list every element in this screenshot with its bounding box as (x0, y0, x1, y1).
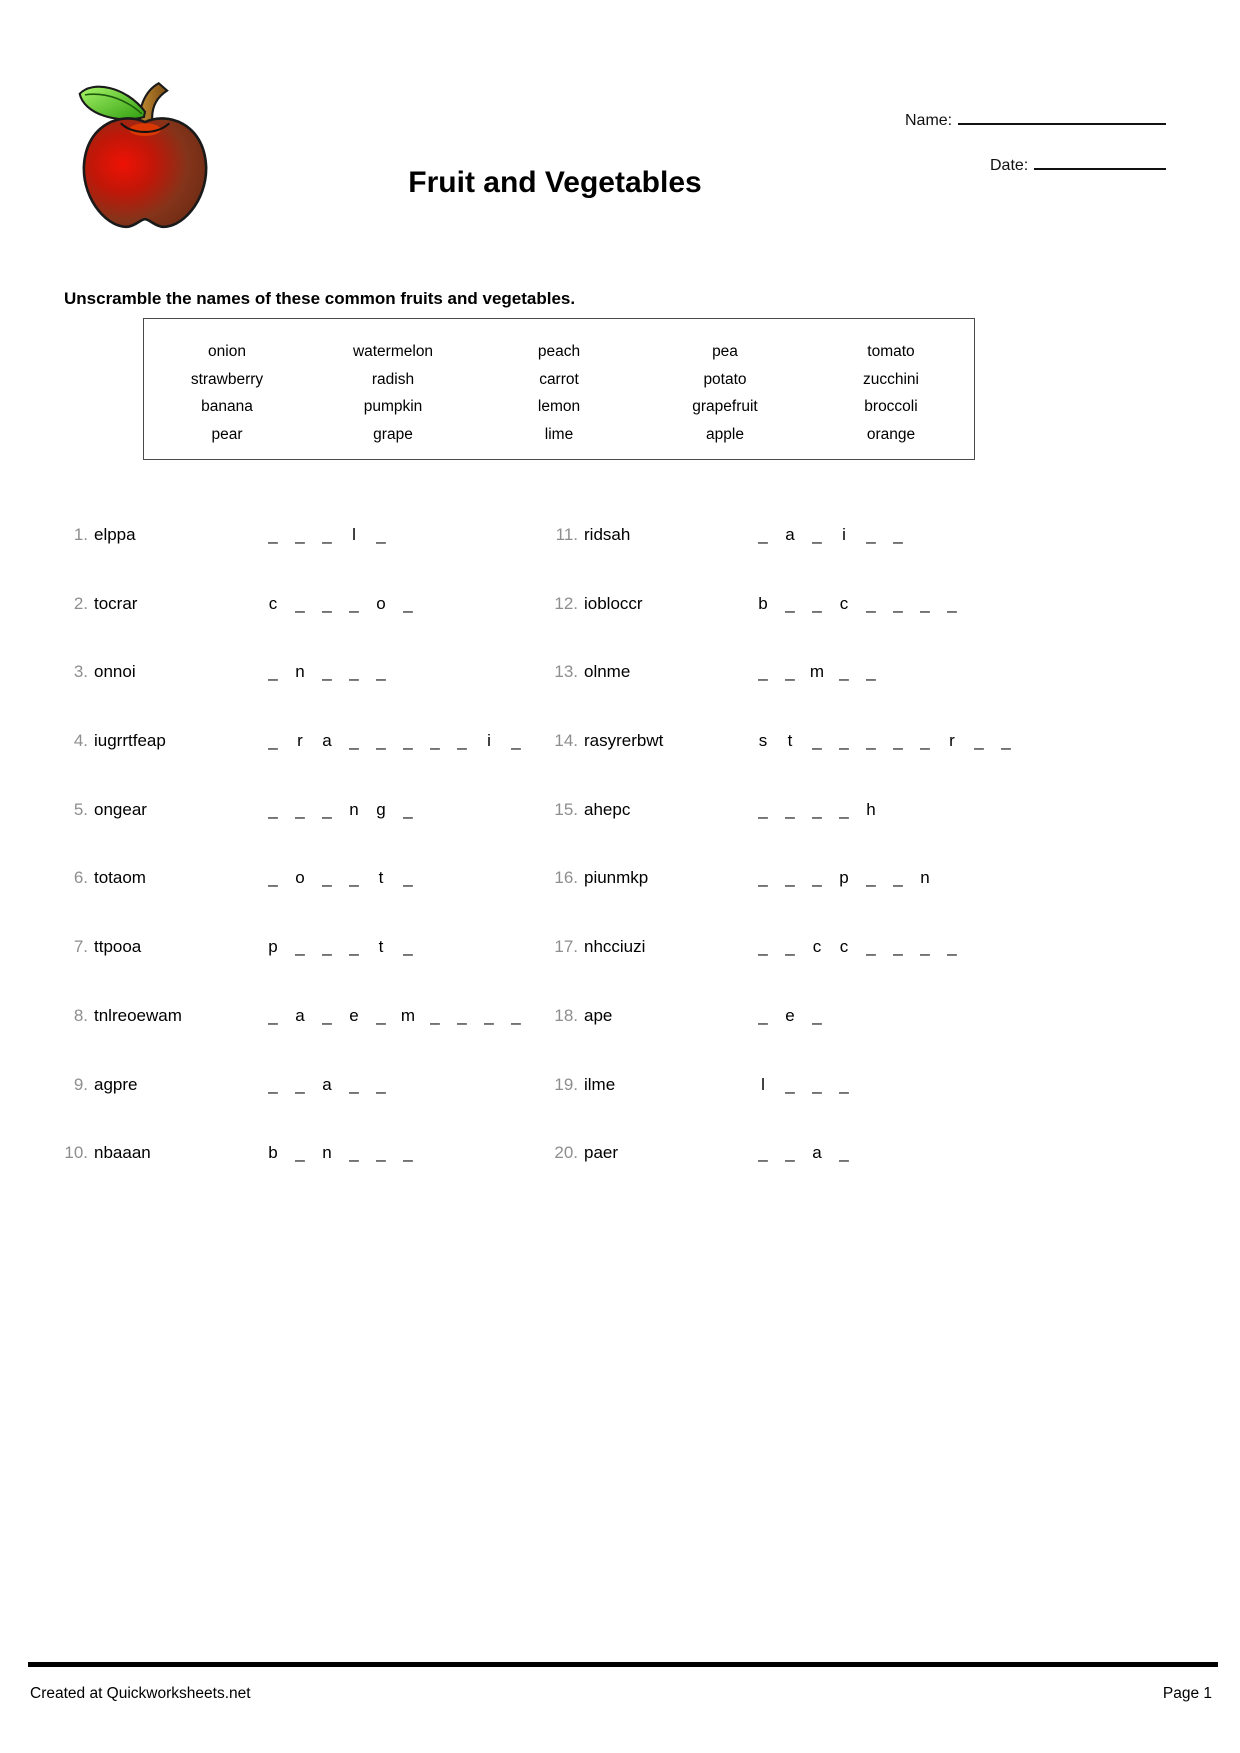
puzzle-item (58, 984, 553, 1053)
blank-cell: _ (349, 662, 359, 682)
word-bank-word: watermelon (352, 343, 434, 360)
puzzle-item (58, 709, 553, 778)
blank-cell: _ (376, 731, 386, 751)
blank-cell: _ (785, 799, 795, 819)
puzzle-item (58, 778, 553, 847)
puzzle-item (548, 503, 1043, 572)
blank-cell: _ (947, 937, 957, 957)
blank-cell: _ (376, 1074, 386, 1094)
blank-cell: _ (839, 662, 849, 682)
date-label: Date: (990, 157, 1029, 174)
blank-cell: _ (758, 1143, 768, 1163)
hint-letter: r (949, 731, 955, 751)
scrambled-word: rasyrerbwt (584, 731, 664, 751)
scrambled-word: tocrar (94, 593, 138, 613)
scrambled-word: olnme (584, 662, 631, 682)
hint-letter: c (812, 937, 822, 957)
item-number: 16. (554, 868, 578, 888)
hint-letter: p (268, 937, 278, 957)
blank-cell: _ (322, 662, 332, 682)
blank-cell: _ (349, 1074, 359, 1094)
hint-letter: c (839, 937, 849, 957)
blank-cell: _ (268, 731, 278, 751)
scrambled-word: elppa (94, 525, 136, 544)
footer-divider (28, 1662, 1218, 1667)
puzzle-item (548, 709, 1043, 778)
blank-cell: _ (295, 799, 305, 819)
scrambled-word: paer (584, 1143, 619, 1163)
answer-blanks[interactable] (265, 1143, 427, 1163)
hint-letter: b (268, 1143, 278, 1163)
blank-cell: _ (812, 799, 822, 819)
puzzle-item (548, 846, 1043, 915)
hint-letter: c (839, 593, 849, 613)
hint-letter: i (487, 731, 491, 751)
word-bank-word: onion (208, 343, 246, 360)
blank-cell: _ (268, 1005, 278, 1025)
item-number: 17. (554, 937, 578, 957)
puzzle-item (58, 572, 553, 641)
blank-cell: _ (866, 593, 876, 613)
scrambled-word: ongear (94, 799, 147, 819)
word-bank-word: grape (373, 425, 413, 443)
answer-blanks[interactable] (755, 868, 944, 888)
puzzle-item (58, 846, 553, 915)
scrambled-word: ttpooa (94, 937, 142, 957)
blank-cell: _ (785, 662, 795, 682)
word-bank-box (143, 318, 975, 460)
blank-cell: _ (920, 731, 930, 751)
word-bank-word: peach (537, 343, 581, 360)
blank-cell: _ (812, 1074, 822, 1094)
blank-cell: _ (403, 868, 413, 888)
puzzle-item (58, 503, 553, 572)
hint-letter: a (812, 1143, 822, 1163)
answer-blanks[interactable] (755, 1006, 836, 1026)
blank-cell: _ (893, 593, 903, 613)
word-bank-word: grapefruit (692, 398, 758, 415)
footer-page-number: Page 1 (1162, 1685, 1212, 1702)
scrambled-word: iobloccr (584, 593, 643, 613)
puzzle-list-left (58, 503, 553, 1190)
blank-cell: _ (376, 1005, 386, 1025)
scrambled-word: tnlreoewam (94, 1005, 182, 1025)
blank-cell: _ (920, 593, 930, 613)
answer-blanks[interactable] (755, 731, 1025, 751)
blank-cell: _ (268, 662, 278, 682)
answer-blanks[interactable] (755, 937, 971, 957)
hint-letter: r (297, 731, 303, 751)
hint-letter: o (295, 868, 305, 888)
blank-cell: _ (268, 799, 278, 819)
blank-cell: _ (758, 662, 768, 682)
answer-blanks[interactable] (265, 1006, 535, 1026)
item-number: 3. (73, 662, 88, 682)
blank-cell: _ (376, 662, 386, 682)
blank-cell: _ (403, 593, 413, 613)
hint-letter: t (378, 868, 384, 888)
answer-blanks[interactable] (755, 800, 890, 820)
blank-cell: _ (484, 1005, 494, 1025)
blank-cell: _ (758, 937, 768, 957)
blank-cell: _ (349, 1143, 359, 1163)
hint-letter: n (920, 868, 930, 888)
hint-letter: g (376, 799, 386, 819)
scrambled-word: iugrrtfeap (94, 731, 166, 751)
blank-cell: _ (295, 937, 305, 957)
scrambled-word: agpre (94, 1074, 138, 1094)
puzzle-item (548, 778, 1043, 847)
puzzle-item (548, 984, 1043, 1053)
blank-cell: _ (812, 731, 822, 751)
blank-cell: _ (839, 1143, 849, 1163)
blank-cell: _ (758, 1005, 768, 1025)
answer-blanks[interactable] (265, 594, 427, 614)
hint-letter: e (349, 1005, 359, 1025)
word-bank-word: pear (211, 425, 243, 443)
blank-cell: _ (947, 593, 957, 613)
word-bank-word: strawberry (190, 370, 264, 388)
blank-cell: _ (322, 799, 332, 819)
item-number: 13. (554, 662, 578, 682)
answer-blanks[interactable] (265, 731, 535, 751)
blank-cell: _ (758, 799, 768, 819)
blank-cell: _ (511, 1005, 521, 1025)
blank-cell: _ (268, 868, 278, 888)
word-bank-word: lime (544, 425, 574, 443)
word-bank-word: carrot (539, 370, 579, 388)
answer-blanks[interactable] (265, 868, 427, 888)
item-number: 9. (73, 1074, 88, 1094)
scrambled-word: ape (584, 1005, 613, 1025)
blank-cell: _ (785, 1074, 795, 1094)
item-number: 12. (554, 593, 578, 613)
hint-letter: l (761, 1074, 765, 1094)
word-bank-word: lemon (537, 398, 581, 415)
hint-letter: c (268, 593, 278, 613)
blank-cell: _ (349, 868, 359, 888)
blank-cell: _ (268, 1074, 278, 1094)
word-bank-word: tomato (867, 343, 915, 360)
scrambled-word: ilme (584, 1074, 616, 1094)
blank-cell: _ (920, 937, 930, 957)
puzzle-item (548, 640, 1043, 709)
blank-cell: _ (974, 731, 984, 751)
page-title: Fruit and Vegetables (408, 166, 702, 200)
instruction-text: Unscramble the names of these common fruits and vegetables. (64, 289, 576, 308)
answer-blanks[interactable] (755, 1075, 863, 1095)
answer-blanks[interactable] (755, 594, 971, 614)
hint-letter: n (322, 1143, 332, 1163)
blank-cell: _ (403, 799, 413, 819)
item-number: 8. (73, 1005, 88, 1025)
blank-cell: _ (349, 593, 359, 613)
hint-letter: e (785, 1005, 795, 1025)
hint-letter: a (322, 1074, 332, 1094)
blank-cell: _ (866, 525, 876, 544)
item-number: 14. (554, 731, 578, 751)
blank-cell: _ (430, 1005, 440, 1025)
item-number: 10. (64, 1143, 88, 1163)
blank-cell: _ (430, 731, 440, 751)
blank-cell: _ (376, 525, 386, 544)
hint-letter: p (839, 868, 849, 888)
hint-letter: t (378, 937, 384, 957)
item-number: 15. (554, 799, 578, 819)
blank-cell: _ (295, 525, 305, 544)
name-row (905, 108, 1166, 130)
blank-cell: _ (295, 1143, 305, 1163)
blank-cell: _ (785, 1143, 795, 1163)
word-bank-word: apple (706, 425, 744, 443)
item-number: 20. (554, 1143, 578, 1163)
blank-cell: _ (785, 593, 795, 613)
blank-cell: _ (322, 937, 332, 957)
date-row (990, 153, 1166, 175)
blank-cell: _ (403, 731, 413, 751)
puzzle-item (58, 1121, 553, 1190)
blank-cell: _ (812, 593, 822, 613)
answer-blanks[interactable] (265, 1075, 400, 1095)
blank-cell: _ (758, 525, 768, 544)
hint-letter: s (758, 731, 768, 751)
blank-cell: _ (403, 1143, 413, 1163)
item-number: 5. (73, 799, 88, 819)
hint-letter: m (809, 662, 825, 682)
hint-letter: b (758, 593, 768, 613)
blank-cell: _ (322, 593, 332, 613)
scrambled-word: onnoi (94, 662, 136, 682)
blank-cell: _ (839, 731, 849, 751)
word-bank-word: banana (201, 398, 253, 415)
hint-letter: h (866, 799, 876, 819)
puzzle-item (548, 1053, 1043, 1122)
answer-blanks[interactable] (265, 525, 400, 545)
item-number: 19. (554, 1074, 578, 1094)
blank-cell: _ (785, 937, 795, 957)
blank-cell: _ (812, 868, 822, 888)
puzzle-item (58, 1053, 553, 1122)
scrambled-word: nbaaan (94, 1143, 151, 1163)
item-number: 7. (73, 937, 88, 957)
blank-cell: _ (457, 1005, 467, 1025)
puzzle-item (58, 915, 553, 984)
word-bank-word: zucchini (863, 370, 919, 388)
hint-letter: t (787, 731, 793, 751)
hint-letter: m (400, 1005, 416, 1025)
answer-blanks[interactable] (755, 1143, 863, 1163)
answer-blanks[interactable] (265, 937, 427, 957)
word-bank-grid (144, 319, 974, 448)
blank-cell: _ (893, 868, 903, 888)
hint-letter: a (785, 525, 795, 544)
blank-cell: _ (893, 525, 903, 544)
blank-cell: _ (376, 1143, 386, 1163)
scrambled-word: nhcciuzi (584, 937, 646, 957)
blank-cell: _ (511, 731, 521, 751)
answer-blanks[interactable] (755, 662, 890, 682)
scrambled-word: ahepc (584, 799, 631, 819)
scrambled-word: totaom (94, 868, 146, 888)
word-bank-word: orange (866, 425, 916, 443)
item-number: 6. (73, 868, 88, 888)
blank-cell: _ (866, 731, 876, 751)
item-number: 1. (73, 525, 88, 544)
puzzle-item (58, 640, 553, 709)
word-bank-word: broccoli (864, 398, 918, 415)
blank-cell: _ (268, 525, 278, 544)
blank-cell: _ (866, 662, 876, 682)
puzzle-item (548, 572, 1043, 641)
hint-letter: n (295, 662, 305, 682)
hint-letter: n (349, 799, 359, 819)
blank-cell: _ (322, 868, 332, 888)
date-input-line[interactable] (1034, 153, 1166, 170)
blank-cell: _ (785, 868, 795, 888)
hint-letter: a (322, 731, 332, 751)
footer-credit: Created at Quickworksheets.net (30, 1685, 251, 1702)
item-number: 18. (554, 1005, 578, 1025)
puzzle-item (548, 1121, 1043, 1190)
answer-blanks[interactable] (265, 800, 427, 820)
scrambled-word: ridsah (584, 525, 631, 544)
word-bank-word: radish (371, 370, 415, 388)
apple-clipart-icon (70, 78, 220, 236)
blank-cell: _ (758, 868, 768, 888)
puzzle-list-right (548, 503, 1043, 1190)
blank-cell: _ (322, 1005, 332, 1025)
hint-letter: i (842, 525, 846, 544)
blank-cell: _ (812, 525, 822, 544)
blank-cell: _ (403, 937, 413, 957)
item-number: 11. (555, 525, 578, 544)
answer-blanks[interactable] (265, 662, 400, 682)
blank-cell: _ (812, 1005, 822, 1025)
blank-cell: _ (839, 1074, 849, 1094)
apple-clipart-svg (70, 78, 220, 236)
name-label: Name: (905, 112, 953, 129)
item-number: 2. (73, 593, 88, 613)
word-bank-word: pea (712, 343, 738, 360)
blank-cell: _ (457, 731, 467, 751)
hint-letter: o (376, 593, 386, 613)
blank-cell: _ (295, 1074, 305, 1094)
scrambled-word: piunmkp (584, 868, 649, 888)
blank-cell: _ (349, 937, 359, 957)
blank-cell: _ (839, 799, 849, 819)
blank-cell: _ (893, 937, 903, 957)
word-bank-word: potato (703, 370, 747, 388)
puzzle-item (548, 915, 1043, 984)
blank-cell: _ (322, 525, 332, 544)
blank-cell: _ (295, 593, 305, 613)
blank-cell: _ (1001, 731, 1011, 751)
name-input-line[interactable] (958, 108, 1166, 125)
blank-cell: _ (893, 731, 903, 751)
blank-cell: _ (866, 937, 876, 957)
item-number: 4. (73, 731, 88, 751)
blank-cell: _ (349, 731, 359, 751)
blank-cell: _ (866, 868, 876, 888)
hint-letter: a (295, 1005, 305, 1025)
word-bank-word: pumpkin (363, 398, 423, 415)
hint-letter: l (352, 525, 356, 544)
answer-blanks[interactable] (755, 525, 917, 545)
